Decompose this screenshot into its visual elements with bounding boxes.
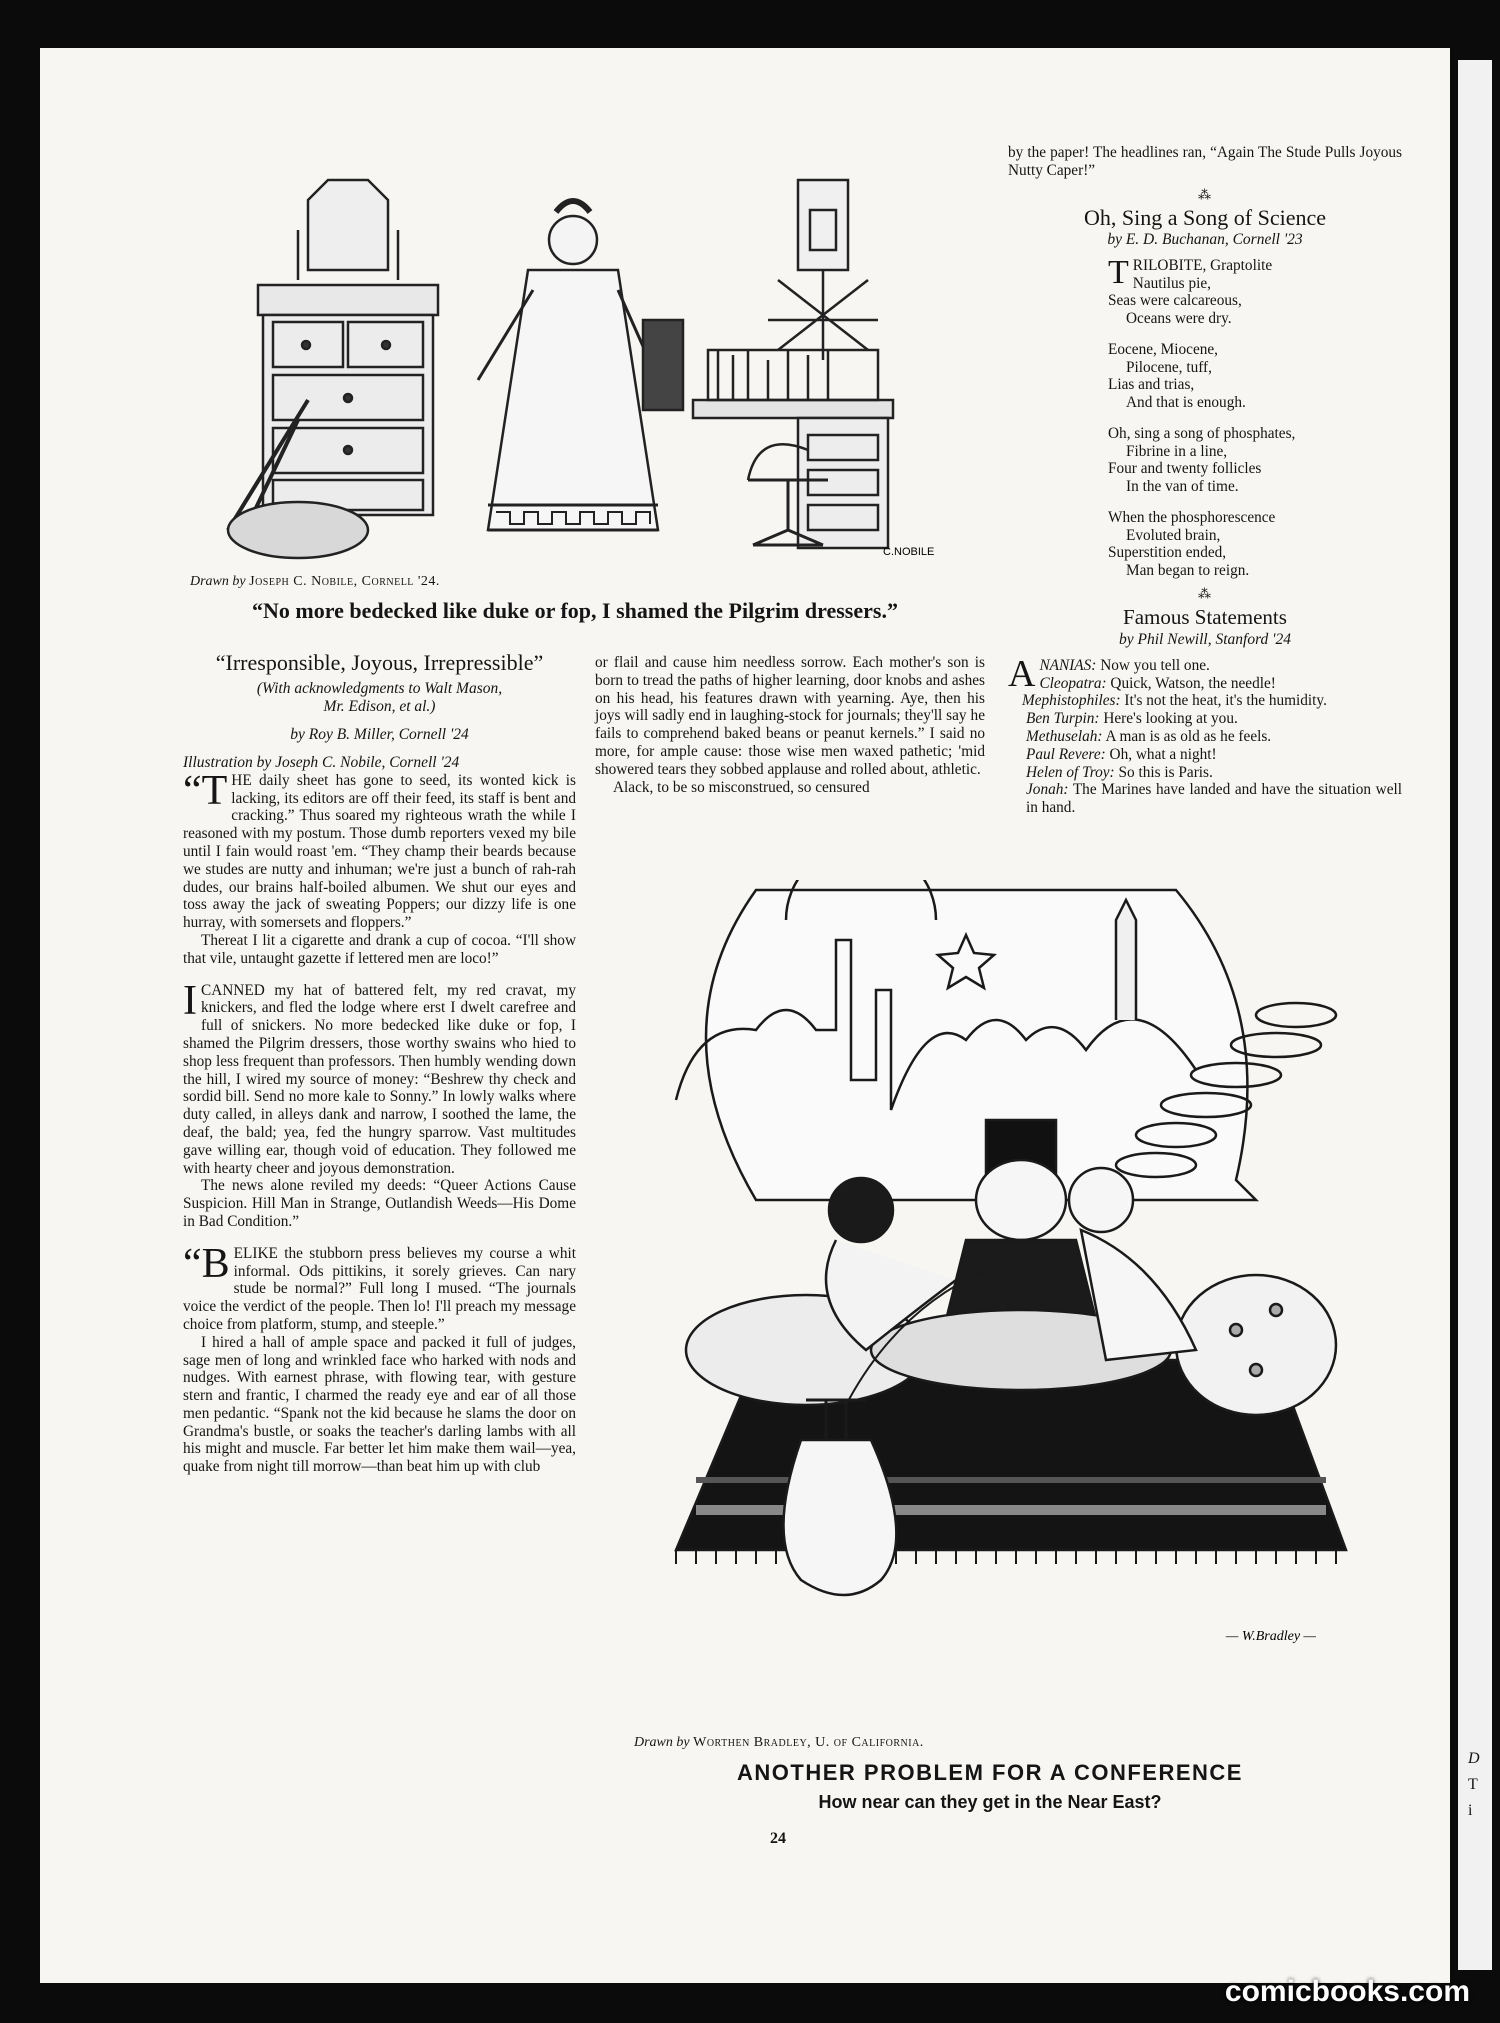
- drop-cap: I: [183, 977, 197, 1024]
- dresser-cartoon-illustration: [188, 150, 958, 560]
- speaker: Helen of Troy:: [1026, 763, 1115, 781]
- edge-letter: i: [1468, 1802, 1473, 1819]
- poem-line: Eocene, Miocene,: [1108, 341, 1218, 359]
- poem-line: Oceans were dry.: [1126, 309, 1232, 327]
- poem-line: Fibrine in a line,: [1126, 442, 1228, 460]
- article-column-3: [1008, 144, 1402, 817]
- paragraph-text: CANNED my hat of battered felt, my red cravat, my knickers, and fled the lodge where erst I dwelt carefree and full of snickers. No more bedecked like duke or fop, I shamed the Pilgrim dressers, those worthy swains who hied to shop less frequent than professors. Then humbly wending down the hill, I wired my source of money: “Beshrew thy check and sordid bill. Send no more kale to Sonny.” In lowly walks where duty called, in alleys dank and narrow, I soothed the lame, the deaf, the bald; yea, fed the hungry sparrow. Vast multitudes gave willing ear, though void of education. They followed me with hearty cheer and joyous demonstration.: [183, 981, 576, 1177]
- famous-statements: [1008, 652, 1402, 817]
- speaker: NANIAS:: [1039, 656, 1097, 674]
- poem-stanza: [1108, 341, 1402, 411]
- poem-line: Evoluted brain,: [1126, 526, 1221, 544]
- speaker: Cleopatra:: [1039, 674, 1107, 692]
- paragraph-text: HE daily sheet has gone to seed, its wonted kick is lacking, its editors are off their feed, its staff is bent and cracking.” Thus soared my righteous wrath the while I reasoned with my postum. Those dumb reporters vexed my bile until I fain would roast 'em. “They champ their beards because we studes are nutty and inhuman; we're just a bunch of rah-rah dudes, our brains half-boiled albumen. We shut our eyes and toss away the jack of sweating Poppers; our dizzy life is one hurray, with somersets and floppers.”: [183, 771, 576, 932]
- page-number: 24: [770, 1830, 786, 1847]
- signature-text: C.NOBILE: [883, 546, 935, 558]
- paragraph: The news alone reviled my deeds: “Queer Actions Cause Suspicion. Hill Man in Strange, Outlandish Weeds—His Dome in Bad Condition.”: [183, 1177, 576, 1230]
- poem-stanza: [1108, 509, 1402, 579]
- famous-title: Famous Statements: [1123, 604, 1287, 629]
- statement: Here's looking at you.: [1099, 710, 1238, 728]
- article-column-1: [183, 650, 576, 1476]
- cartoon-credit: [634, 1735, 924, 1751]
- poem-line: Lias and trias,: [1108, 376, 1195, 394]
- paragraph: [183, 1240, 576, 1334]
- speaker: Mephistophiles:: [1022, 692, 1121, 710]
- next-page-edge: [1458, 60, 1492, 1970]
- poem-byline: by E. D. Buchanan, Cornell '23: [1107, 231, 1303, 249]
- statement: Now you tell one.: [1096, 656, 1210, 674]
- paragraph: [183, 977, 576, 1178]
- edge-letter: T: [1468, 1776, 1478, 1793]
- credit-prefix: Drawn by: [190, 574, 246, 589]
- watermark: comicbooks.com: [1224, 1975, 1470, 2008]
- drop-cap: “B: [183, 1240, 230, 1287]
- poem-line: RILOBITE, Graptolite: [1132, 257, 1273, 275]
- article-byline: by Roy B. Miller, Cornell '24: [290, 725, 469, 743]
- poem-stanza: [1108, 425, 1402, 495]
- poem-line: Nautilus pie,: [1132, 274, 1211, 292]
- cartoon-headline: ANOTHER PROBLEM FOR A CONFERENCE: [737, 1760, 1243, 1785]
- drop-cap: “T: [183, 767, 228, 814]
- poem-title: Oh, Sing a Song of Science: [1084, 205, 1326, 231]
- illustration-credit-line: Illustration by Joseph C. Nobile, Cornell '24: [183, 753, 460, 771]
- cartoon-subhead: How near can they get in the Near East?: [818, 1792, 1162, 1812]
- poem-line: When the phosphorescence: [1108, 509, 1276, 527]
- signature-text: — W.Bradley —: [1225, 1629, 1316, 1644]
- paragraph: [183, 767, 576, 932]
- statement: Oh, what a night!: [1105, 745, 1217, 763]
- poem-body: [1008, 254, 1402, 579]
- near-east-cartoon-illustration: [636, 880, 1396, 1660]
- statement: Quick, Watson, the needle!: [1106, 674, 1276, 692]
- section-separator: ⁂: [1198, 186, 1212, 202]
- poem-line: Oh, sing a song of phosphates,: [1108, 425, 1296, 443]
- statement: It's not the heat, it's the humidity.: [1120, 692, 1327, 710]
- drop-cap: A: [1008, 652, 1036, 695]
- poem-line: Pilocene, tuff,: [1126, 358, 1212, 376]
- famous-byline: by Phil Newill, Stanford '24: [1119, 630, 1291, 648]
- paragraph: by the paper! The headlines ran, “Again The Stude Pulls Joyous Nutty Caper!”: [1008, 144, 1402, 179]
- drop-cap: T: [1108, 254, 1129, 292]
- article-column-2: [595, 654, 985, 796]
- speaker: Methuselah:: [1026, 727, 1103, 745]
- section-separator: ⁂: [1198, 586, 1212, 602]
- speaker: Paul Revere:: [1026, 745, 1106, 763]
- paragraph: I hired a hall of ample space and packed it full of judges, sage men of long and wrinkled face who harked with nods and nudges. With earnest phrase, with flowing tear, with gesture stern and frantic, I charmed the ready eye and ear of all those men pedantic. “Spank not the kid because he slams the door on Grandma's bustle, or soaks the teacher's darling lambs with all his might and muscle. Far better let him make them wail—yea, quake from night till morrow—than beat him up with club: [183, 1333, 576, 1476]
- paragraph: or flail and cause him needless sorrow. Each mother's son is born to tread the paths of higher learning, door knobs and ashes on his head, his features drawn with yearning. Aye, then his joys will sadly end in laughing-stock for journals; they'll say he fails to comprehend baked beans or peanut kernels.” I said no more, for ample cause: those wise men waxed pathetic; 'mid showered tears they sobbed applause and rolled about, athletic.: [595, 654, 985, 778]
- paragraph-text: ELIKE the stubborn press believes my course a whit informal. Ods pittikins, it sorely grieves. Can nary stude be normal?” Full long I mused. “The journals voice the verdict of the people. Then lo! I'll preach my message choice from platform, stump, and steeple.”: [183, 1244, 576, 1333]
- poem-line: Seas were calcareous,: [1108, 292, 1242, 310]
- credit-name: Worthen Bradley, U. of California.: [693, 1735, 924, 1750]
- paragraph: Alack, to be so misconstrued, so censured: [613, 778, 870, 796]
- edge-letter: D: [1468, 1750, 1480, 1767]
- top-illustration-credit: [190, 574, 440, 590]
- credit-prefix: Drawn by: [634, 1735, 690, 1750]
- poem-line: In the van of time.: [1126, 477, 1239, 495]
- speaker: Ben Turpin:: [1026, 710, 1100, 728]
- poem-stanza: [1108, 254, 1402, 327]
- poem-line: And that is enough.: [1126, 393, 1246, 411]
- poem-line: Superstition ended,: [1108, 544, 1227, 562]
- statement: The Marines have landed and have the situation well in hand.: [1026, 781, 1402, 817]
- ack-line-2: Mr. Edison, et al.): [323, 697, 436, 715]
- ack-line-1: (With acknowledgments to Walt Mason,: [256, 679, 503, 697]
- statement: A man is as old as he feels.: [1102, 727, 1272, 745]
- paragraph: Thereat I lit a cigarette and drank a cup of cocoa. “I'll show that vile, untaught gazette if lettered men are loco!”: [183, 931, 576, 967]
- credit-name: Joseph C. Nobile, Cornell '24.: [249, 574, 440, 589]
- top-illustration-quote: “No more bedecked like duke or fop, I shamed the Pilgrim dressers.”: [252, 598, 898, 623]
- poem-line: Four and twenty follicles: [1108, 460, 1262, 478]
- poem-line: Man began to reign.: [1126, 561, 1250, 579]
- article-title: “Irresponsible, Joyous, Irrepressible”: [215, 650, 544, 675]
- speaker: Jonah:: [1026, 781, 1069, 799]
- article-acknowledgment: [183, 680, 576, 716]
- statement: So this is Paris.: [1114, 763, 1213, 781]
